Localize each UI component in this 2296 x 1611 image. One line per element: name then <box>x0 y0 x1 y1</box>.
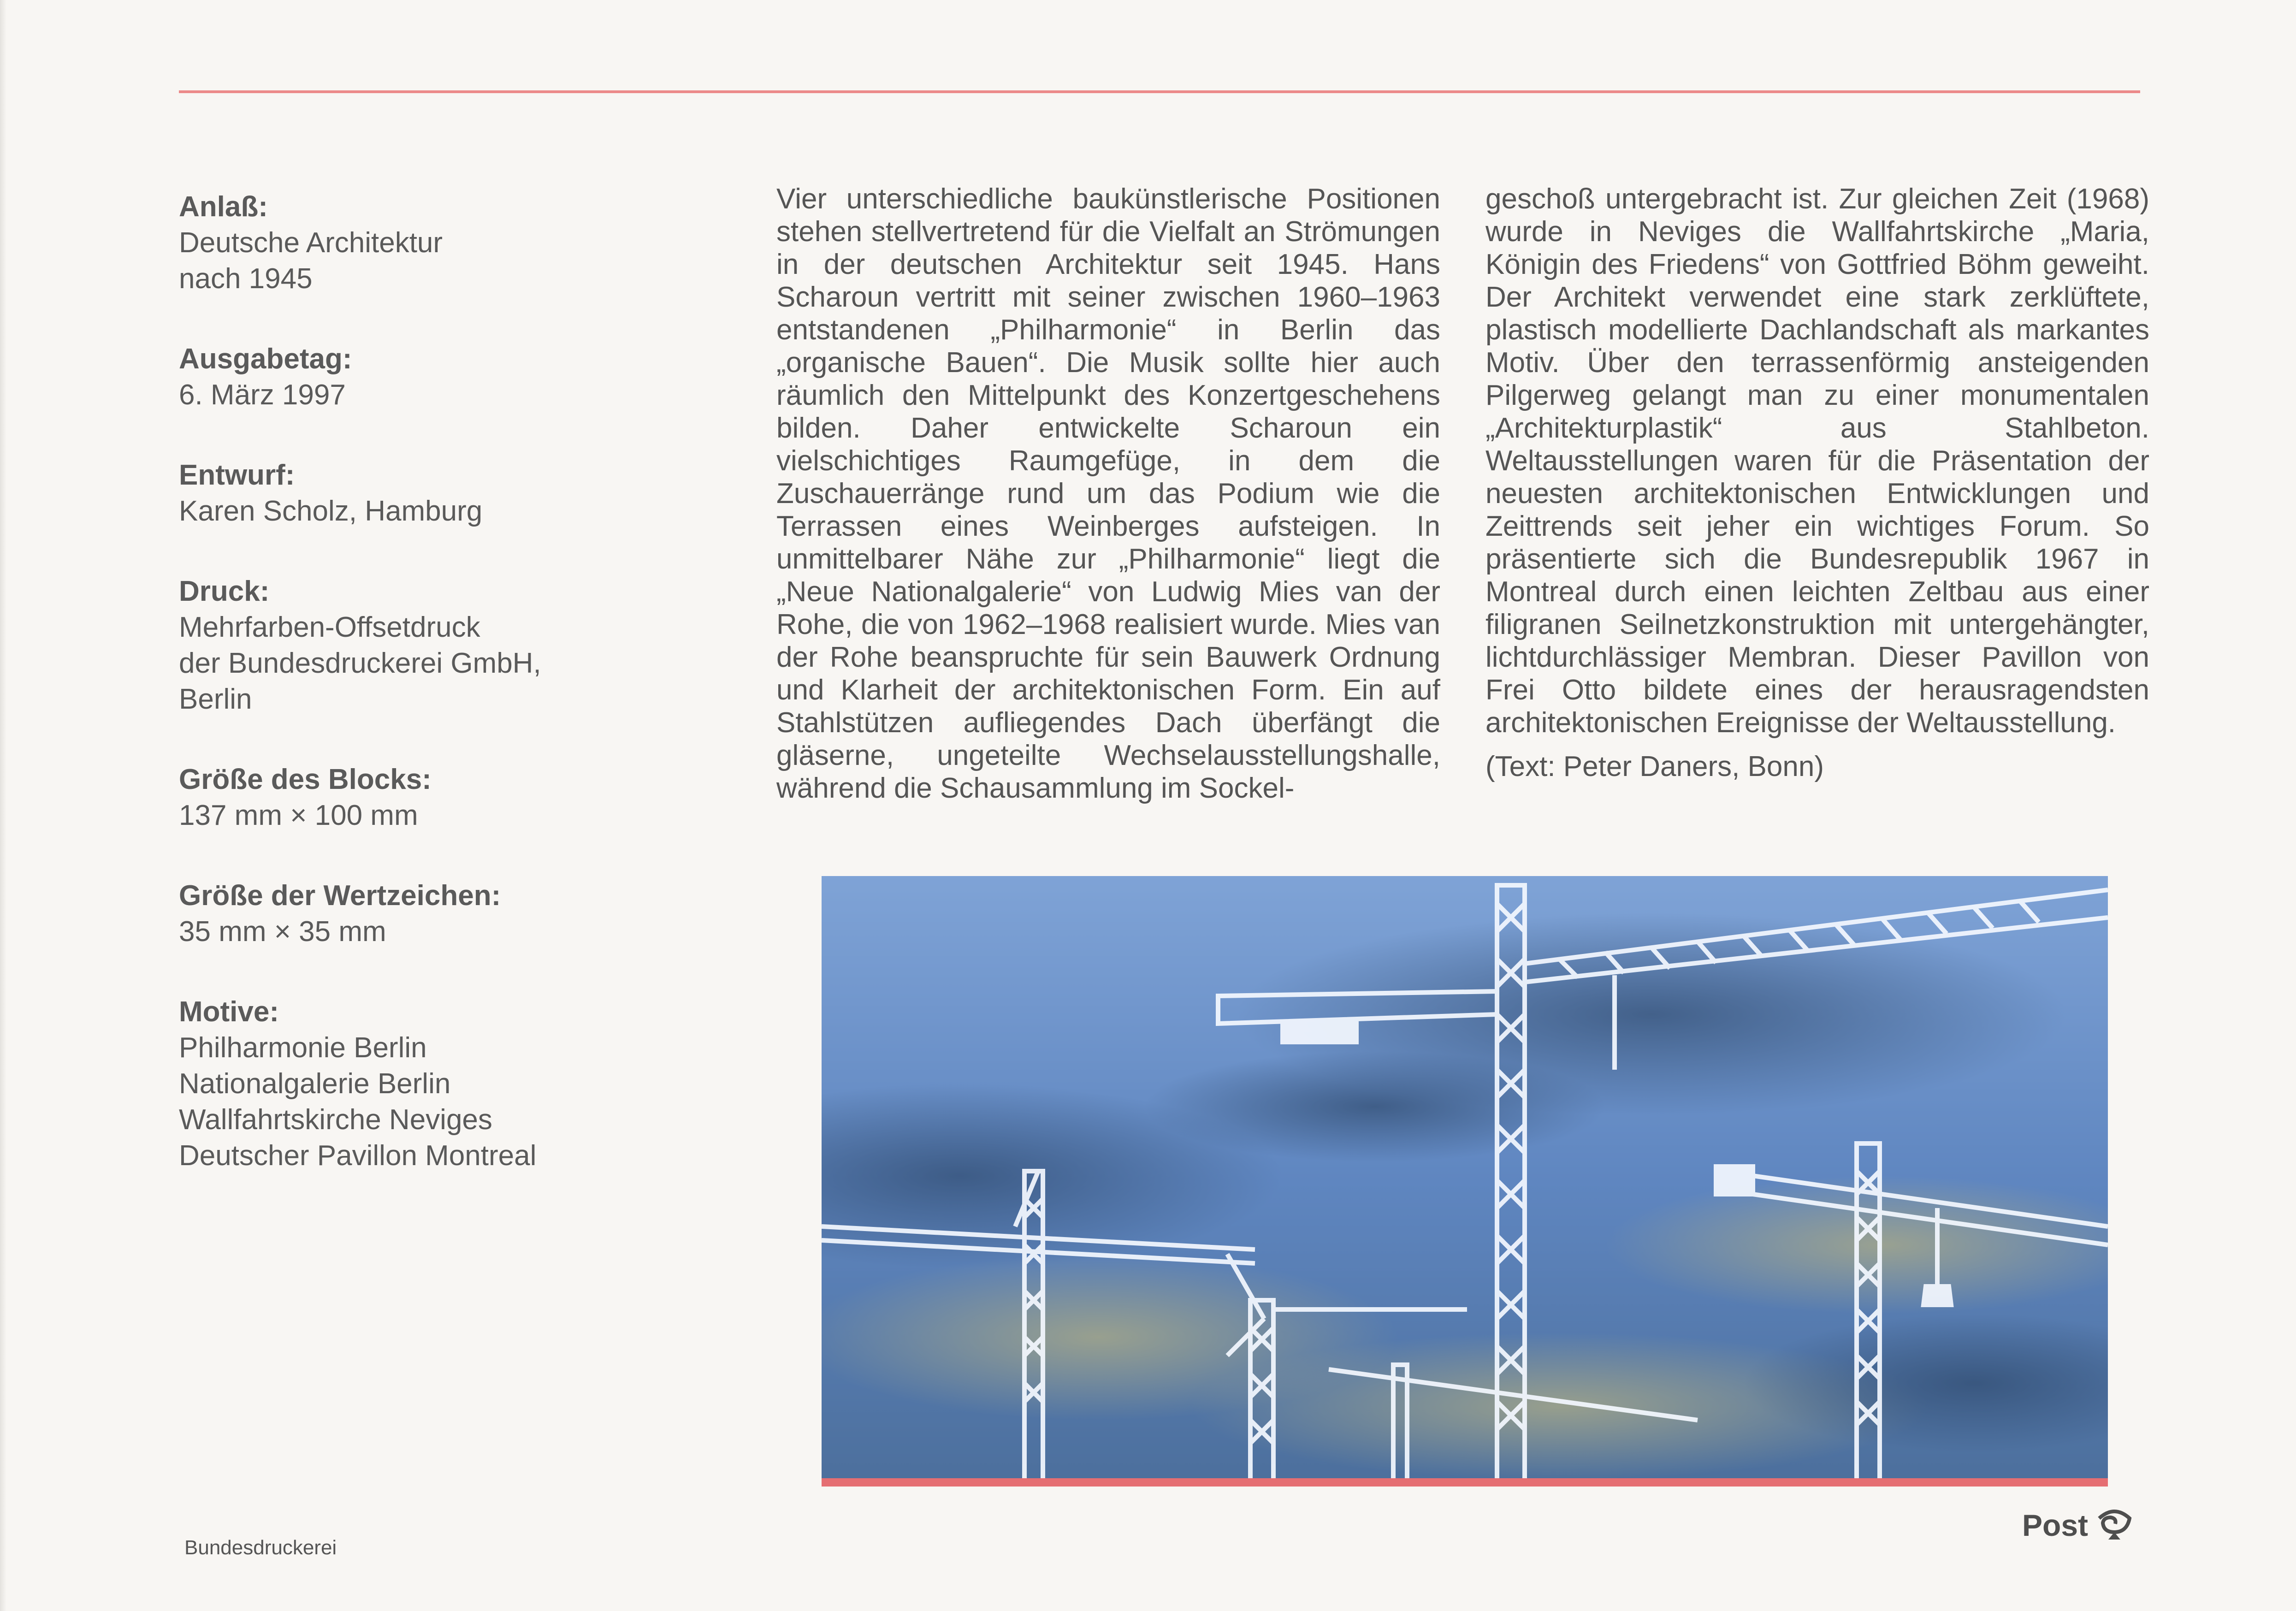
meta-value: Deutsche Architektur nach 1945 <box>179 227 443 295</box>
meta-label: Druck: <box>179 575 270 607</box>
meta-value: Karen Scholz, Hamburg <box>179 495 483 527</box>
meta-label: Anlaß: <box>179 191 268 223</box>
bottom-rule <box>822 1478 2108 1487</box>
meta-label: Größe des Blocks: <box>179 764 432 795</box>
text-credit: (Text: Peter Daners, Bonn) <box>1485 751 1824 782</box>
meta-info <box>179 189 732 1218</box>
body-column-2 <box>1485 183 2149 783</box>
meta-stamp-size <box>179 878 732 950</box>
logo-text: Post <box>2022 1508 2089 1542</box>
meta-value: 137 mm × 100 mm <box>179 800 418 831</box>
meta-value: 35 mm × 35 mm <box>179 916 386 948</box>
printer-imprint: Bundesdruckerei <box>184 1536 337 1559</box>
meta-design <box>179 457 732 529</box>
meta-value: Mehrfarben-Offsetdruck der Bundesdruckerei GmbH, Berlin <box>179 611 541 715</box>
meta-value: Philharmonie Berlin Nationalgalerie Berlin Wallfahrtskirche Neviges Deutscher Pavillon Montreal <box>179 1032 537 1172</box>
meta-block-size <box>179 762 732 834</box>
meta-value: 6. März 1997 <box>179 379 346 411</box>
meta-label: Entwurf: <box>179 459 295 491</box>
meta-occasion <box>179 189 732 297</box>
cranes-photo <box>822 876 2108 1486</box>
body-paragraph: Vier unterschiedliche baukünstlerische Positionen stehen stellvertretend für die Vielfalt an Strömungen in der deutschen Architektur seit 1945. Hans Scharoun vertritt mit seiner zwischen 1960–1963 entstandenen „Philharmonie“ in Berlin das „organische Bauen“. Die Musik sollte hier auch räumlich den Mittelpunkt des Konzertgeschehens bilden. Daher entwickelte Scharoun ein vielschichtiges Raumgefüge, in dem die Zuschauerränge rund um das Podium wie die Terrassen eines Weinberges aufsteigen. In unmittelbarer Nähe zur „Philharmonie“ liegt die „Neue Nationalgalerie“ von Ludwig Mies van der Rohe, die von 1962–1968 realisiert wurde. Mies van der Rohe beanspruchte für sein Bauwerk Ordnung und Klarheit der architektonischen Form. Ein auf Stahlstützen aufliegendes Dach überfängt die gläserne, ungeteilte Wechselausstellungshalle, während die Schausammlung im Sockel- <box>776 183 1440 804</box>
body-paragraph: geschoß untergebracht ist. Zur gleichen Zeit (1968) wurde in Neviges die Wallfahrtskirche „Maria, Königin des Friedens“ von Gottfried Böhm geweiht. Der Architekt verwendet eine stark zerklüftete, plastisch modellierte Dachlandschaft als markantes Motiv. Über den terrassenförmig ansteigenden Pilgerweg gelangt man zu einer monumentalen „Architekturplastik“ aus Stahlbeton. Weltausstellungen waren für die Präsentation der neuesten architektonischen Entwicklungen und Zeittrends seit jeher ein wichtiges Forum. So präsentierte sich die Bundesrepublik 1967 in Montreal durch einen leichten Zeltbau aus einer filigranen Seilnetzkonstruktion mit untergehängter, lichtdurchlässiger Membran. Dieser Pavillon von Frei Otto bildete eines der herausragendsten architektonischen Ereignisse der Weltausstellung. <box>1485 183 2149 739</box>
meta-motifs <box>179 994 732 1174</box>
body-column-1 <box>776 183 1440 805</box>
cranes-illustration <box>822 876 2108 1486</box>
meta-print <box>179 574 732 717</box>
post-logo <box>2022 1508 2134 1543</box>
page-edge-shadow <box>0 0 6 1611</box>
meta-issue-date <box>179 341 732 413</box>
meta-label: Größe der Wertzeichen: <box>179 880 501 912</box>
meta-label: Motive: <box>179 996 279 1028</box>
top-rule <box>179 90 2140 93</box>
meta-label: Ausgabetag: <box>179 343 352 375</box>
posthorn-icon <box>2095 1509 2134 1541</box>
